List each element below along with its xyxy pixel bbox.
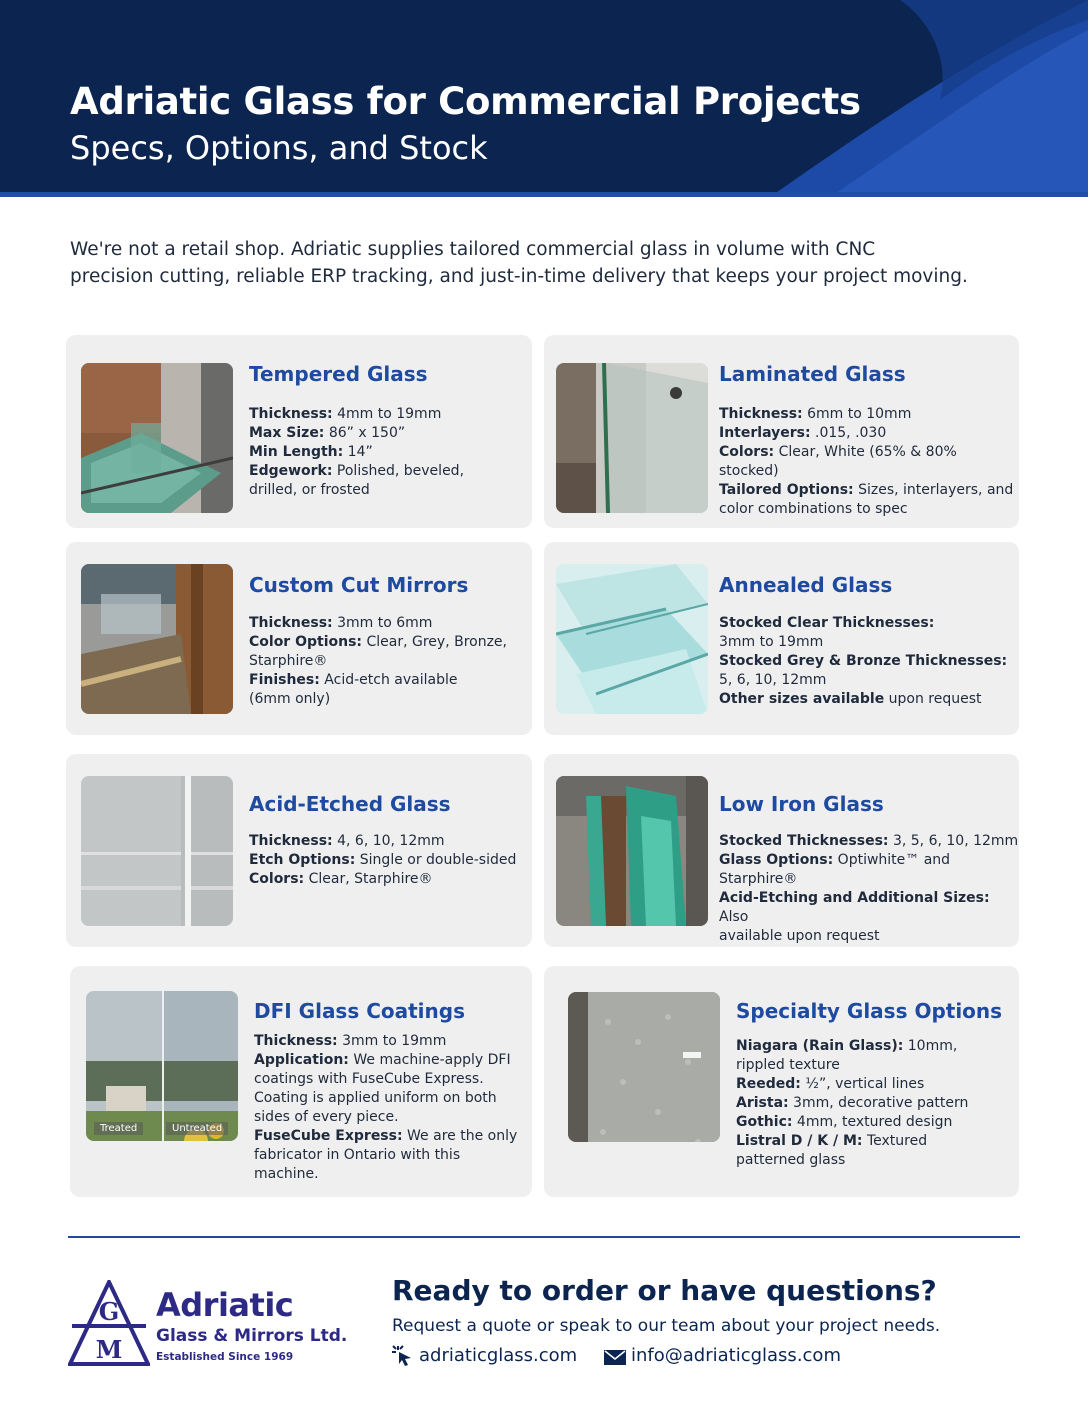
card-low-iron-glass (544, 754, 1019, 947)
spec-line: Color Options: Clear, Grey, Bronze, (249, 634, 507, 650)
spec-line: Interlayers: .015, .030 (719, 425, 887, 441)
card-title: Annealed Glass (719, 573, 893, 597)
spec-line: coatings with FuseCube Express. (254, 1071, 484, 1087)
card-annealed-glass (544, 542, 1019, 735)
spec-line: Edgework: Polished, beveled, (249, 463, 465, 479)
card-title: Laminated Glass (719, 362, 906, 386)
spec-line: color combinations to spec (719, 501, 908, 517)
card-specs (736, 1037, 968, 1170)
spec-line: Stocked Clear Thicknesses: (719, 615, 935, 631)
card-title: Acid-Etched Glass (249, 792, 451, 816)
card-specialty-glass-options (544, 966, 1019, 1197)
mirrors-photo (81, 564, 233, 714)
spec-line: Min Length: 14” (249, 444, 373, 460)
spec-line: Thickness: 3mm to 19mm (254, 1033, 447, 1049)
spec-line: sides of every piece. (254, 1109, 399, 1125)
card-acid-etched-glass (66, 754, 532, 947)
card-title: Custom Cut Mirrors (249, 573, 469, 597)
spec-line: Listral D / K / M: Textured (736, 1133, 928, 1149)
website-link[interactable]: adriaticglass.com (419, 1345, 578, 1366)
cta-heading: Ready to order or have questions? (392, 1274, 937, 1307)
card-specs (254, 1032, 517, 1184)
dfi-coating-photo (86, 991, 238, 1141)
spec-line: machine. (254, 1166, 319, 1182)
spec-line: Coating is applied uniform on both (254, 1090, 497, 1106)
spec-line: Colors: Clear, White (65% & 80% stocked) (719, 444, 957, 479)
email-link[interactable]: info@adriaticglass.com (631, 1345, 841, 1366)
card-specs (249, 614, 507, 709)
card-title: Specialty Glass Options (736, 999, 1003, 1023)
spec-line: Tailored Options: Sizes, interlayers, and (719, 482, 1014, 498)
spec-line: available upon request (719, 928, 880, 944)
spec-line: FuseCube Express: We are the only (254, 1128, 518, 1144)
logo-letter-m: M (95, 1335, 123, 1364)
cursor-click-icon (392, 1344, 414, 1368)
intro-line-2: precision cutting, reliable ERP tracking, and just-in-time delivery that keeps your project moving. (70, 266, 968, 287)
envelope-icon (604, 1350, 626, 1366)
footer-divider (68, 1236, 1020, 1238)
logo-letter-g: G (98, 1297, 120, 1326)
spec-line: patterned glass (736, 1152, 846, 1168)
spec-line: Glass Options: Optiwhite™ and Starphire® (719, 852, 951, 887)
spec-line: Colors: Clear, Starphire® (249, 871, 433, 887)
header-banner (0, 0, 1088, 197)
photo-tag-untreated: Untreated (166, 1122, 228, 1135)
page-title: Adriatic Glass for Commercial Projects (70, 80, 861, 123)
card-dfi-glass-coatings (70, 966, 532, 1197)
annealed-glass-photo (556, 564, 708, 714)
spec-line: Niagara (Rain Glass): 10mm, (736, 1038, 958, 1054)
cta-subheading: Request a quote or speak to our team about your project needs. (392, 1316, 941, 1336)
card-title: DFI Glass Coatings (254, 999, 465, 1023)
card-title: Low Iron Glass (719, 792, 884, 816)
spec-line: 5, 6, 10, 12mm (719, 672, 827, 688)
spec-line: Gothic: 4mm, textured design (736, 1114, 953, 1130)
spec-line: (6mm only) (249, 691, 331, 707)
spec-line: Acid-Etching and Additional Sizes: Also (719, 890, 990, 925)
spec-line: Stocked Grey & Bronze Thicknesses: (719, 653, 1008, 669)
spec-line: Etch Options: Single or double-sided (249, 852, 517, 868)
spec-line: drilled, or frosted (249, 482, 370, 498)
spec-line: Arista: 3mm, decorative pattern (736, 1095, 969, 1111)
card-title: Tempered Glass (249, 362, 428, 386)
card-tempered-glass (66, 335, 532, 528)
gm-triangle-logo-icon (68, 1280, 150, 1366)
photo-tag-treated: Treated (94, 1122, 143, 1135)
company-logo (68, 1280, 358, 1366)
spec-line: Starphire® (249, 653, 328, 669)
spec-line: Thickness: 6mm to 10mm (719, 406, 912, 422)
spec-line: Finishes: Acid-etch available (249, 672, 458, 688)
low-iron-glass-photo (556, 776, 708, 926)
card-specs (719, 614, 1007, 709)
card-specs (249, 405, 464, 500)
header-divider (0, 192, 1088, 197)
laminated-glass-photo (556, 363, 708, 513)
card-specs (719, 832, 1019, 946)
spec-line: fabricator in Ontario with this (254, 1147, 461, 1163)
card-laminated-glass (544, 335, 1019, 528)
card-custom-cut-mirrors (66, 542, 532, 735)
card-specs (249, 832, 516, 889)
logo-company-sub: Glass & Mirrors Ltd. (156, 1326, 348, 1346)
intro-line-1: We're not a retail shop. Adriatic supplies tailored commercial glass in volume with CNC (70, 239, 876, 260)
spec-line: Reeded: ½”, vertical lines (736, 1076, 925, 1092)
acid-etched-glass-photo (81, 776, 233, 926)
intro-paragraph (70, 236, 1020, 290)
spec-line: Stocked Thicknesses: 3, 5, 6, 10, 12mm (719, 833, 1019, 849)
spec-line: Thickness: 4mm to 19mm (249, 406, 442, 422)
tempered-glass-photo (81, 363, 233, 513)
spec-line: rippled texture (736, 1057, 840, 1073)
specialty-glass-photo (568, 992, 720, 1142)
spec-line: Max Size: 86” x 150” (249, 425, 406, 441)
spec-line: Thickness: 4, 6, 10, 12mm (249, 833, 445, 849)
page-subtitle: Specs, Options, and Stock (70, 129, 488, 167)
card-specs (719, 405, 1019, 519)
logo-company-name: Adriatic (156, 1286, 294, 1324)
spec-line: Thickness: 3mm to 6mm (249, 615, 433, 631)
spec-line: 3mm to 19mm (719, 634, 824, 650)
spec-line: Other sizes available upon request (719, 691, 982, 707)
logo-established: Established Since 1969 (156, 1351, 294, 1363)
spec-line: Application: We machine-apply DFI (254, 1052, 511, 1068)
